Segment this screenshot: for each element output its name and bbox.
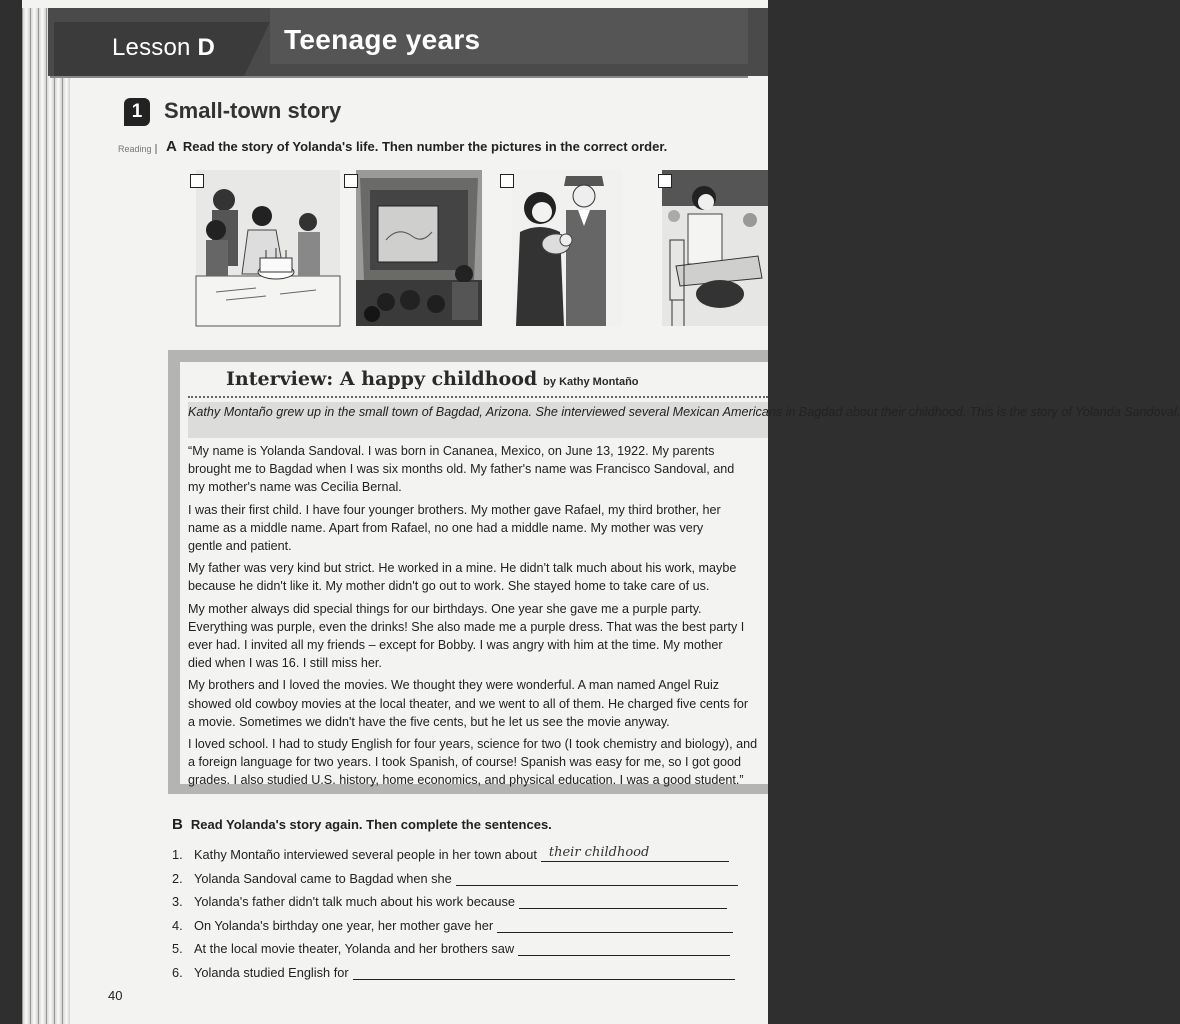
intro-line: Americans in Bagdad about their childhood. This is the story of Yolanda Sandoval. [722, 405, 1180, 419]
answer-blank[interactable] [541, 846, 729, 862]
story-line: died when I was 16. I still miss her. [188, 656, 382, 671]
story-paragraph [188, 735, 768, 790]
story-paragraph [188, 676, 768, 731]
item-prompt: Kathy Montaño interviewed several people in her town about [194, 847, 537, 862]
item-prompt: Yolanda studied English for [194, 965, 349, 980]
item-prompt: Yolanda's father didn't talk much about his work because [194, 894, 515, 909]
item-number: 1. [172, 847, 183, 862]
article-title [226, 368, 639, 390]
parents-with-baby-illustration [512, 170, 622, 326]
story-paragraph [188, 559, 768, 595]
task-b-text: Read Yolanda's story again. Then complete the sentences. [190, 817, 552, 832]
story-line: My brothers and I loved the movies. We thought they were wonderful. A man named Angel Ruiz [188, 678, 720, 693]
lesson-letter: D [197, 34, 216, 61]
picture-3-checkbox[interactable] [500, 174, 514, 188]
story-paragraph [188, 600, 768, 673]
item-number: 5. [172, 941, 183, 956]
exercise-item [172, 917, 733, 933]
answer-blank[interactable] [456, 870, 738, 886]
picture-2-checkbox[interactable] [344, 174, 358, 188]
item-prompt: On Yolanda's birthday one year, her mother gave her [194, 918, 494, 933]
header-rule [50, 76, 748, 78]
story-line: I was their first child. I have four younger brothers. My mother gave Rafael, my third brother, her [188, 502, 721, 517]
story-line: ever had. I invited all my friends – except for Bobby. I was angry with him at the time. My mother [188, 638, 723, 653]
intro-line: Kathy Montaño grew up in the small town of Bagdad, Arizona. She interviewed several Mexican [188, 405, 720, 419]
item-number: 6. [172, 965, 183, 980]
item-prompt: At the local movie theater, Yolanda and her brothers saw [194, 941, 515, 956]
page-number: 40 [108, 988, 123, 1003]
story-line: “My name is Yolanda Sandoval. I was born in Cananea, Mexico, on June 13, 1922. My parents [188, 444, 715, 458]
answer-text: their childhood [548, 845, 650, 860]
item-prompt: Yolanda Sandoval came to Bagdad when she [194, 871, 452, 886]
story-line: my mother's name was Cecilia Bernal. [188, 480, 402, 495]
item-number: 2. [172, 871, 183, 886]
article-heading: Interview: A happy childhood [226, 368, 538, 390]
section-title: Small-town story [164, 98, 342, 123]
story-line: I loved school. I had to study English for four years, science for two (I took chemistry and biology), and [188, 737, 758, 752]
answer-blank[interactable] [518, 940, 730, 956]
page-title: Teenage years [284, 24, 481, 55]
story-line: because he didn't like it. My mother didn't go out to work. She stayed home to take care of us. [188, 579, 710, 594]
section-number: 1 [124, 98, 150, 126]
title-divider [188, 396, 768, 398]
task-a-letter: A [166, 138, 177, 155]
birthday-party-illustration [196, 170, 340, 326]
story-line: gentle and patient. [188, 539, 292, 554]
exercise-item [172, 893, 727, 909]
task-a-instruction [166, 138, 667, 155]
classroom-illustration [662, 170, 768, 326]
picture-4-checkbox[interactable] [658, 174, 672, 188]
exercise-item [172, 870, 738, 886]
article-story [188, 442, 768, 794]
story-line: a movie. Sometimes we didn't have the five cents, but he let us see the movie anyway. [188, 714, 670, 729]
exercise-item [172, 846, 729, 862]
item-number: 3. [172, 894, 183, 909]
article-intro [188, 402, 1180, 438]
story-paragraph [188, 442, 768, 497]
task-b-letter: B [172, 816, 183, 833]
reading-tag: Reading [118, 144, 157, 154]
story-paragraph [188, 501, 768, 556]
lesson-label: Lesson D [112, 34, 216, 61]
story-line: name as a middle name. Apart from Rafael, no one had a middle name. My mother was very [188, 520, 704, 535]
story-line: My father was very kind but strict. He worked in a mine. He didn't talk much about his work, maybe [188, 561, 737, 576]
answer-blank[interactable] [353, 964, 735, 980]
story-line: My mother always did special things for our birthdays. One year she gave me a purple party. [188, 601, 702, 616]
movie-theater-illustration [356, 170, 482, 326]
page-edges [22, 8, 78, 1024]
exercise-item [172, 940, 730, 956]
answer-blank[interactable] [497, 917, 733, 933]
story-line: showed old cowboy movies at the local theater, and we went to all of them. He charged five cents for [188, 696, 749, 711]
answer-blank[interactable] [519, 893, 727, 909]
story-line: brought me to Bagdad when I was six months old. My father's name was Francisco Sandoval, and [188, 462, 735, 477]
item-number: 4. [172, 918, 183, 933]
story-line: Everything was purple, even the drinks! She also made me a purple dress. That was the best party I [188, 619, 745, 634]
exercise-item [172, 964, 735, 980]
article-byline: by Kathy Montaño [543, 376, 639, 388]
task-a-text: Read the story of Yolanda's life. Then number the pictures in the correct order. [182, 139, 668, 154]
story-line: a foreign language for two years. I took Spanish, of course! Spanish was easy for me, so I got good [188, 755, 742, 770]
picture-1-checkbox[interactable] [190, 174, 204, 188]
task-b-instruction [172, 816, 552, 833]
story-line: grades. I also studied U.S. history, home economics, and physical education. I was a good student.” [188, 773, 744, 788]
